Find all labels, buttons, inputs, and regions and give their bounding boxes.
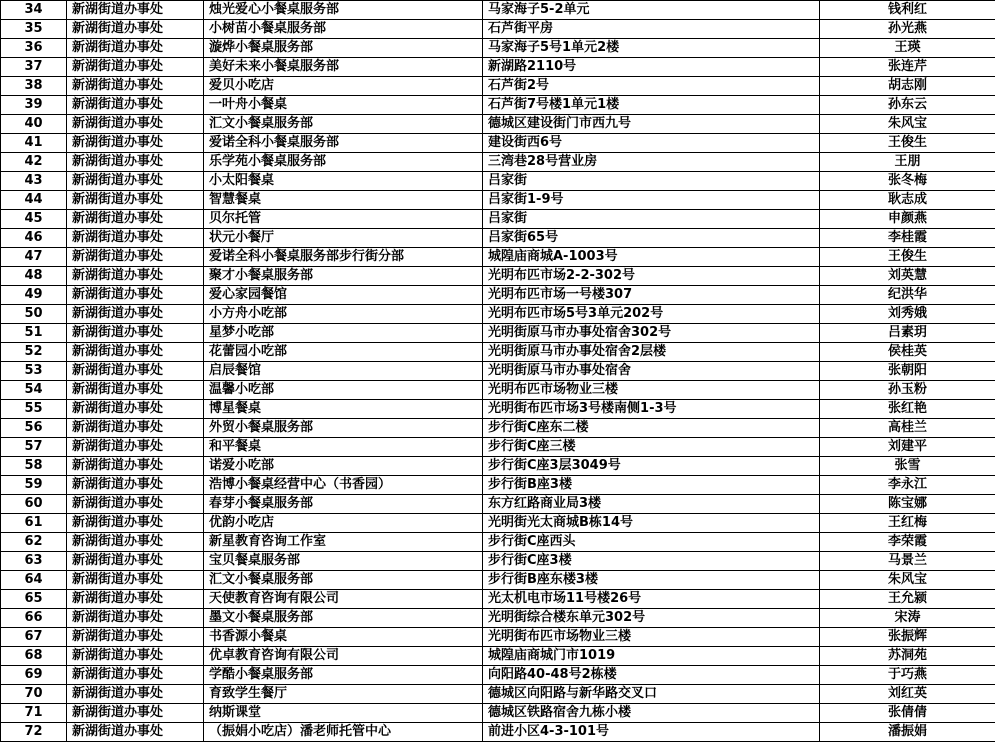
row-number-cell: 48	[1, 267, 67, 286]
row-number-cell: 44	[1, 191, 67, 210]
office-cell: 新湖街道办事处	[67, 39, 204, 58]
contact-person-cell: 张振辉	[820, 628, 995, 647]
office-cell: 新湖街道办事处	[67, 552, 204, 571]
shop-name-cell: 一叶舟小餐桌	[204, 96, 483, 115]
shop-name-cell: 小方舟小吃部	[204, 305, 483, 324]
table-row	[1, 666, 995, 685]
row-number-cell: 43	[1, 172, 67, 191]
row-number-cell: 71	[1, 704, 67, 723]
row-number-cell: 46	[1, 229, 67, 248]
office-cell: 新湖街道办事处	[67, 229, 204, 248]
office-cell: 新湖街道办事处	[67, 381, 204, 400]
office-cell: 新湖街道办事处	[67, 723, 204, 742]
shop-name-cell: 外贸小餐桌服务部	[204, 419, 483, 438]
office-cell: 新湖街道办事处	[67, 571, 204, 590]
address-cell: 德城区向阳路与新华路交叉口	[483, 685, 820, 704]
office-cell: 新湖街道办事处	[67, 1, 204, 20]
contact-person-cell: 申颜燕	[820, 210, 995, 229]
office-cell: 新湖街道办事处	[67, 495, 204, 514]
contact-person-cell: 钱利红	[820, 1, 995, 20]
address-cell: 前进小区4-3-101号	[483, 723, 820, 742]
shop-name-cell: 爱贝小吃店	[204, 77, 483, 96]
address-cell: 德城区建设街门市西九号	[483, 115, 820, 134]
table-row	[1, 115, 995, 134]
table-row	[1, 723, 995, 742]
address-cell: 建设街西6号	[483, 134, 820, 153]
office-cell: 新湖街道办事处	[67, 172, 204, 191]
contact-person-cell: 吕素玥	[820, 324, 995, 343]
row-number-cell: 65	[1, 590, 67, 609]
office-cell: 新湖街道办事处	[67, 153, 204, 172]
address-cell: 东方红路商业局3楼	[483, 495, 820, 514]
shop-name-cell: 汇文小餐桌服务部	[204, 571, 483, 590]
table-row	[1, 590, 995, 609]
contact-person-cell: 刘建平	[820, 438, 995, 457]
office-cell: 新湖街道办事处	[67, 96, 204, 115]
address-cell: 德城区铁路宿舍九栋小楼	[483, 704, 820, 723]
contact-person-cell: 胡志刚	[820, 77, 995, 96]
contact-person-cell: 刘英慧	[820, 267, 995, 286]
contact-person-cell: 刘秀娥	[820, 305, 995, 324]
office-cell: 新湖街道办事处	[67, 533, 204, 552]
row-number-cell: 62	[1, 533, 67, 552]
address-cell: 光明街原马市办事处宿舍2层楼	[483, 343, 820, 362]
registry-table-body	[1, 1, 995, 742]
shop-name-cell: （振娟小吃店）潘老师托管中心	[204, 723, 483, 742]
address-cell: 光明布匹市场物业三楼	[483, 381, 820, 400]
office-cell: 新湖街道办事处	[67, 628, 204, 647]
shop-name-cell: 温馨小吃部	[204, 381, 483, 400]
contact-person-cell: 马景兰	[820, 552, 995, 571]
row-number-cell: 64	[1, 571, 67, 590]
contact-person-cell: 张倩倩	[820, 704, 995, 723]
shop-name-cell: 学酷小餐桌服务部	[204, 666, 483, 685]
contact-person-cell: 陈宝娜	[820, 495, 995, 514]
row-number-cell: 58	[1, 457, 67, 476]
office-cell: 新湖街道办事处	[67, 77, 204, 96]
address-cell: 光明布匹市场5号3单元202号	[483, 305, 820, 324]
address-cell: 新湖路2110号	[483, 58, 820, 77]
contact-person-cell: 孙玉粉	[820, 381, 995, 400]
contact-person-cell: 侯桂英	[820, 343, 995, 362]
table-row	[1, 685, 995, 704]
contact-person-cell: 苏洞苑	[820, 647, 995, 666]
table-row	[1, 495, 995, 514]
contact-person-cell: 王允颍	[820, 590, 995, 609]
shop-name-cell: 优韵小吃店	[204, 514, 483, 533]
address-cell: 步行街C座东二楼	[483, 419, 820, 438]
row-number-cell: 57	[1, 438, 67, 457]
table-row	[1, 172, 995, 191]
table-row	[1, 77, 995, 96]
shop-name-cell: 博星餐桌	[204, 400, 483, 419]
address-cell: 光明布匹市场一号楼307	[483, 286, 820, 305]
shop-name-cell: 漩烨小餐桌服务部	[204, 39, 483, 58]
row-number-cell: 39	[1, 96, 67, 115]
contact-person-cell: 高桂兰	[820, 419, 995, 438]
table-row	[1, 39, 995, 58]
address-cell: 光明街光太商城B栋14号	[483, 514, 820, 533]
table-row	[1, 628, 995, 647]
table-row	[1, 514, 995, 533]
address-cell: 步行街C座西头	[483, 533, 820, 552]
office-cell: 新湖街道办事处	[67, 514, 204, 533]
office-cell: 新湖街道办事处	[67, 20, 204, 39]
contact-person-cell: 王俊生	[820, 248, 995, 267]
address-cell: 城隍庙商城A-1003号	[483, 248, 820, 267]
table-row	[1, 533, 995, 552]
row-number-cell: 42	[1, 153, 67, 172]
contact-person-cell: 朱风宝	[820, 571, 995, 590]
shop-name-cell: 状元小餐厅	[204, 229, 483, 248]
contact-person-cell: 李永江	[820, 476, 995, 495]
office-cell: 新湖街道办事处	[67, 476, 204, 495]
contact-person-cell: 潘振娟	[820, 723, 995, 742]
row-number-cell: 72	[1, 723, 67, 742]
shop-name-cell: 花蕾园小吃部	[204, 343, 483, 362]
row-number-cell: 47	[1, 248, 67, 267]
table-row	[1, 305, 995, 324]
row-number-cell: 67	[1, 628, 67, 647]
shop-name-cell: 诺爱小吃部	[204, 457, 483, 476]
address-cell: 步行街B座3楼	[483, 476, 820, 495]
office-cell: 新湖街道办事处	[67, 343, 204, 362]
shop-name-cell: 星梦小吃部	[204, 324, 483, 343]
address-cell: 光明布匹市场2-2-302号	[483, 267, 820, 286]
row-number-cell: 36	[1, 39, 67, 58]
contact-person-cell: 刘红英	[820, 685, 995, 704]
office-cell: 新湖街道办事处	[67, 704, 204, 723]
shop-name-cell: 爱诺全科小餐桌服务部	[204, 134, 483, 153]
table-row	[1, 286, 995, 305]
office-cell: 新湖街道办事处	[67, 305, 204, 324]
office-cell: 新湖街道办事处	[67, 58, 204, 77]
address-cell: 光明街综合楼东单元302号	[483, 609, 820, 628]
contact-person-cell: 王瑛	[820, 39, 995, 58]
shop-name-cell: 和平餐桌	[204, 438, 483, 457]
address-cell: 光太机电市场11号楼26号	[483, 590, 820, 609]
contact-person-cell: 张朝阳	[820, 362, 995, 381]
table-row	[1, 647, 995, 666]
shop-name-cell: 天使教育咨询有限公司	[204, 590, 483, 609]
office-cell: 新湖街道办事处	[67, 400, 204, 419]
address-cell: 步行街C座3楼	[483, 552, 820, 571]
contact-person-cell: 孙光燕	[820, 20, 995, 39]
address-cell: 马家海子5-2单元	[483, 1, 820, 20]
address-cell: 光明街布匹市场物业三楼	[483, 628, 820, 647]
shop-name-cell: 爱诺全科小餐桌服务部步行街分部	[204, 248, 483, 267]
table-row	[1, 419, 995, 438]
address-cell: 吕家街1-9号	[483, 191, 820, 210]
shop-name-cell: 汇文小餐桌服务部	[204, 115, 483, 134]
shop-name-cell: 浩博小餐桌经营中心（书香园）	[204, 476, 483, 495]
address-cell: 石芦街2号	[483, 77, 820, 96]
address-cell: 光明街原马市办事处宿舍302号	[483, 324, 820, 343]
shop-name-cell: 乐学苑小餐桌服务部	[204, 153, 483, 172]
row-number-cell: 53	[1, 362, 67, 381]
row-number-cell: 52	[1, 343, 67, 362]
shop-name-cell: 新星教育咨询工作室	[204, 533, 483, 552]
row-number-cell: 49	[1, 286, 67, 305]
contact-person-cell: 张红艳	[820, 400, 995, 419]
table-row	[1, 476, 995, 495]
office-cell: 新湖街道办事处	[67, 457, 204, 476]
contact-person-cell: 耿志成	[820, 191, 995, 210]
address-cell: 步行街C座三楼	[483, 438, 820, 457]
table-row	[1, 134, 995, 153]
address-cell: 光明街布匹市场3号楼南侧1-3号	[483, 400, 820, 419]
contact-person-cell: 纪洪华	[820, 286, 995, 305]
table-row	[1, 571, 995, 590]
shop-name-cell: 聚才小餐桌服务部	[204, 267, 483, 286]
shop-name-cell: 墨文小餐桌服务部	[204, 609, 483, 628]
address-cell: 马家海子5号1单元2楼	[483, 39, 820, 58]
office-cell: 新湖街道办事处	[67, 609, 204, 628]
row-number-cell: 63	[1, 552, 67, 571]
office-cell: 新湖街道办事处	[67, 210, 204, 229]
table-row	[1, 400, 995, 419]
contact-person-cell: 王朋	[820, 153, 995, 172]
office-cell: 新湖街道办事处	[67, 438, 204, 457]
office-cell: 新湖街道办事处	[67, 362, 204, 381]
office-cell: 新湖街道办事处	[67, 590, 204, 609]
table-row	[1, 20, 995, 39]
table-row	[1, 229, 995, 248]
contact-person-cell: 王俊生	[820, 134, 995, 153]
office-cell: 新湖街道办事处	[67, 419, 204, 438]
office-cell: 新湖街道办事处	[67, 666, 204, 685]
table-row	[1, 96, 995, 115]
row-number-cell: 59	[1, 476, 67, 495]
row-number-cell: 61	[1, 514, 67, 533]
shop-name-cell: 爱心家园餐馆	[204, 286, 483, 305]
contact-person-cell: 王红梅	[820, 514, 995, 533]
row-number-cell: 55	[1, 400, 67, 419]
shop-name-cell: 纳斯课堂	[204, 704, 483, 723]
row-number-cell: 70	[1, 685, 67, 704]
shop-name-cell: 宝贝餐桌服务部	[204, 552, 483, 571]
office-cell: 新湖街道办事处	[67, 286, 204, 305]
contact-person-cell: 张连芹	[820, 58, 995, 77]
shop-name-cell: 启辰餐馆	[204, 362, 483, 381]
table-row	[1, 609, 995, 628]
office-cell: 新湖街道办事处	[67, 324, 204, 343]
address-cell: 石芦街7号楼1单元1楼	[483, 96, 820, 115]
row-number-cell: 56	[1, 419, 67, 438]
table-row	[1, 1, 995, 20]
table-row	[1, 552, 995, 571]
table-row	[1, 267, 995, 286]
row-number-cell: 45	[1, 210, 67, 229]
row-number-cell: 50	[1, 305, 67, 324]
shop-name-cell: 智慧餐桌	[204, 191, 483, 210]
address-cell: 步行街B座东楼3楼	[483, 571, 820, 590]
office-cell: 新湖街道办事处	[67, 134, 204, 153]
office-cell: 新湖街道办事处	[67, 267, 204, 286]
office-cell: 新湖街道办事处	[67, 191, 204, 210]
row-number-cell: 35	[1, 20, 67, 39]
shop-name-cell: 春芽小餐桌服务部	[204, 495, 483, 514]
address-cell: 石芦街平房	[483, 20, 820, 39]
address-cell: 向阳路40-48号2栋楼	[483, 666, 820, 685]
table-row	[1, 324, 995, 343]
address-cell: 三湾巷28号营业房	[483, 153, 820, 172]
shop-name-cell: 书香源小餐桌	[204, 628, 483, 647]
table-row	[1, 58, 995, 77]
shop-name-cell: 优卓教育咨询有限公司	[204, 647, 483, 666]
table-row	[1, 381, 995, 400]
row-number-cell: 51	[1, 324, 67, 343]
contact-person-cell: 于巧燕	[820, 666, 995, 685]
table-row	[1, 153, 995, 172]
contact-person-cell: 李荣霞	[820, 533, 995, 552]
shop-name-cell: 小树苗小餐桌服务部	[204, 20, 483, 39]
shop-name-cell: 小太阳餐桌	[204, 172, 483, 191]
shop-name-cell: 贝尔托管	[204, 210, 483, 229]
table-row	[1, 191, 995, 210]
row-number-cell: 66	[1, 609, 67, 628]
contact-person-cell: 张雪	[820, 457, 995, 476]
office-cell: 新湖街道办事处	[67, 115, 204, 134]
row-number-cell: 68	[1, 647, 67, 666]
row-number-cell: 60	[1, 495, 67, 514]
table-row	[1, 210, 995, 229]
row-number-cell: 69	[1, 666, 67, 685]
row-number-cell: 38	[1, 77, 67, 96]
address-cell: 城隍庙商城门市1019	[483, 647, 820, 666]
address-cell: 步行街C座3层3049号	[483, 457, 820, 476]
address-cell: 吕家街	[483, 172, 820, 191]
row-number-cell: 54	[1, 381, 67, 400]
row-number-cell: 41	[1, 134, 67, 153]
contact-person-cell: 朱风宝	[820, 115, 995, 134]
shop-name-cell: 育致学生餐厅	[204, 685, 483, 704]
row-number-cell: 40	[1, 115, 67, 134]
row-number-cell: 34	[1, 1, 67, 20]
address-cell: 吕家街	[483, 210, 820, 229]
row-number-cell: 37	[1, 58, 67, 77]
office-cell: 新湖街道办事处	[67, 248, 204, 267]
shop-name-cell: 烛光爱心小餐桌服务部	[204, 1, 483, 20]
table-row	[1, 438, 995, 457]
address-cell: 光明街原马市办事处宿舍	[483, 362, 820, 381]
office-cell: 新湖街道办事处	[67, 647, 204, 666]
table-row	[1, 362, 995, 381]
office-cell: 新湖街道办事处	[67, 685, 204, 704]
contact-person-cell: 张冬梅	[820, 172, 995, 191]
table-row	[1, 457, 995, 476]
table-row	[1, 704, 995, 723]
shop-name-cell: 美好未来小餐桌服务部	[204, 58, 483, 77]
contact-person-cell: 宋涛	[820, 609, 995, 628]
address-cell: 吕家街65号	[483, 229, 820, 248]
table-row	[1, 248, 995, 267]
table-row	[1, 343, 995, 362]
contact-person-cell: 孙东云	[820, 96, 995, 115]
contact-person-cell: 李桂霞	[820, 229, 995, 248]
